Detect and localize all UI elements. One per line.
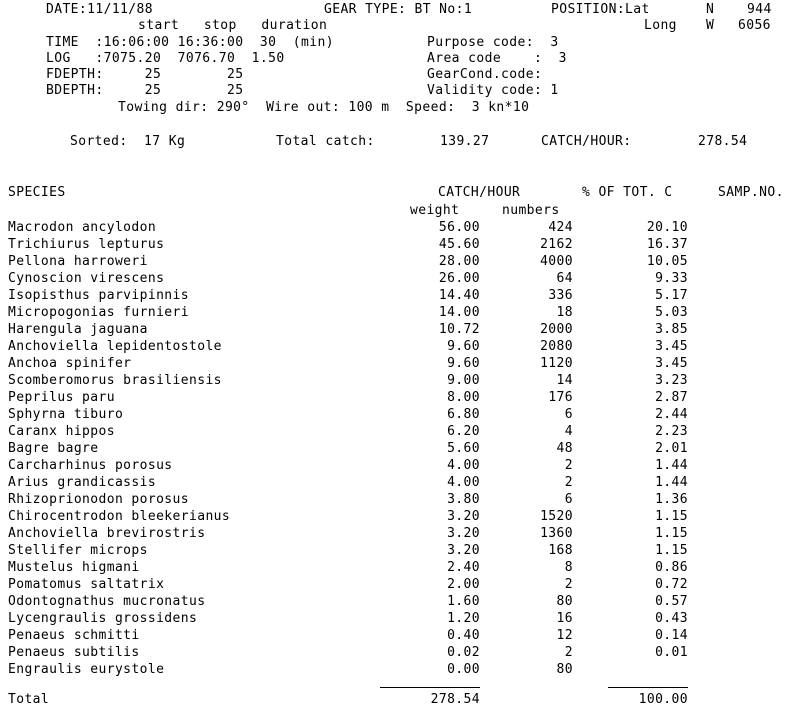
species-name: Arius grandicassis <box>8 475 157 490</box>
percent-of-total: 2.01 <box>655 441 688 456</box>
catch-numbers: 424 <box>548 220 573 235</box>
percent-of-total: 2.87 <box>655 390 688 405</box>
catch-weight: 10.72 <box>438 322 480 337</box>
catch-numbers: 18 <box>556 305 573 320</box>
total-catch-value: 139.27 <box>440 134 490 149</box>
catch-weight: 0.02 <box>447 645 480 660</box>
species-name: Macrodon ancylodon <box>8 220 157 235</box>
gear-type-label: GEAR TYPE: BT No:1 <box>324 2 473 17</box>
catch-weight: 2.40 <box>447 560 480 575</box>
percent-of-total: 3.23 <box>655 373 688 388</box>
weight-total-rule <box>380 687 480 688</box>
catch-weight: 9.60 <box>447 356 480 371</box>
catch-weight: 6.80 <box>447 407 480 422</box>
catch-weight: 8.00 <box>447 390 480 405</box>
percent-of-total: 3.45 <box>655 356 688 371</box>
percent-of-total: 0.01 <box>655 645 688 660</box>
latitude-value: 944 <box>747 2 772 17</box>
percent-of-total: 3.45 <box>655 339 688 354</box>
total-catch-label: Total catch: <box>276 134 375 149</box>
percent-of-total: 5.03 <box>655 305 688 320</box>
species-name: Penaeus schmitti <box>8 628 140 643</box>
percent-of-total: 16.37 <box>646 237 688 252</box>
catch-numbers: 64 <box>556 271 573 286</box>
catch-numbers: 16 <box>556 611 573 626</box>
position-label: POSITION:Lat <box>551 2 650 17</box>
catch-weight: 3.20 <box>447 526 480 541</box>
species-name: Rhizoprionodon porosus <box>8 492 189 507</box>
species-name: Lycengraulis grossidens <box>8 611 198 626</box>
species-name: Anchoviella lepidentostole <box>8 339 222 354</box>
species-name: Engraulis eurystole <box>8 662 165 677</box>
catch-numbers: 12 <box>556 628 573 643</box>
catch-weight: 45.60 <box>438 237 480 252</box>
catch-numbers: 2 <box>564 475 573 490</box>
catch-weight: 4.00 <box>447 458 480 473</box>
longitude-value: 6056 <box>738 18 771 33</box>
catch-weight: 3.80 <box>447 492 480 507</box>
total-weight: 278.54 <box>430 692 480 707</box>
catch-numbers: 6 <box>564 492 573 507</box>
percent-total-column-header: % OF TOT. C <box>582 185 673 200</box>
species-column-header: SPECIES <box>8 185 66 200</box>
species-name: Chirocentrodon bleekerianus <box>8 509 231 524</box>
catch-weight: 3.20 <box>447 509 480 524</box>
catch-numbers: 2 <box>564 458 573 473</box>
catch-weight: 6.20 <box>447 424 480 439</box>
percent-of-total: 10.05 <box>646 254 688 269</box>
percent-of-total: 9.33 <box>655 271 688 286</box>
percent-of-total: 0.86 <box>655 560 688 575</box>
catch-weight: 28.00 <box>438 254 480 269</box>
fdepth-row: FDEPTH: 25 25 <box>46 67 244 82</box>
weight-subheader: weight <box>410 203 460 218</box>
species-name: Caranx hippos <box>8 424 115 439</box>
latitude-direction: N <box>706 2 715 17</box>
catch-weight: 0.40 <box>447 628 480 643</box>
catch-numbers: 80 <box>556 662 573 677</box>
percent-of-total: 5.17 <box>655 288 688 303</box>
validity-code: Validity code: 1 <box>427 83 559 98</box>
catch-weight: 5.60 <box>447 441 480 456</box>
catch-numbers: 14 <box>556 373 573 388</box>
catch-hour-value: 278.54 <box>698 134 748 149</box>
percent-of-total: 1.15 <box>655 543 688 558</box>
species-name: Carcharhinus porosus <box>8 458 173 473</box>
sorted-weight: Sorted: 17 Kg <box>70 134 186 149</box>
percent-of-total: 2.44 <box>655 407 688 422</box>
catch-numbers: 176 <box>548 390 573 405</box>
catch-hour-label: CATCH/HOUR: <box>541 134 632 149</box>
species-name: Anchoviella brevirostris <box>8 526 206 541</box>
catch-weight: 0.00 <box>447 662 480 677</box>
catch-hour-column-header: CATCH/HOUR <box>438 185 521 200</box>
percent-of-total: 2.23 <box>655 424 688 439</box>
species-name: Odontognathus mucronatus <box>8 594 206 609</box>
longitude-label: Long <box>644 18 677 33</box>
species-name: Stellifer microps <box>8 543 148 558</box>
catch-weight: 2.00 <box>447 577 480 592</box>
catch-numbers: 2 <box>564 645 573 660</box>
species-name: Scomberomorus brasiliensis <box>8 373 222 388</box>
species-name: Harengula jaguana <box>8 322 148 337</box>
catch-numbers: 2000 <box>540 322 573 337</box>
time-columns-header: start stop duration <box>138 18 328 33</box>
catch-weight: 1.60 <box>447 594 480 609</box>
catch-numbers: 4000 <box>540 254 573 269</box>
catch-numbers: 1360 <box>540 526 573 541</box>
purpose-code: Purpose code: 3 <box>427 35 559 50</box>
species-name: Anchoa spinifer <box>8 356 132 371</box>
species-name: Sphyrna tiburo <box>8 407 124 422</box>
catch-weight: 1.20 <box>447 611 480 626</box>
species-name: Pomatomus saltatrix <box>8 577 165 592</box>
catch-weight: 3.20 <box>447 543 480 558</box>
percent-of-total: 3.85 <box>655 322 688 337</box>
date-label: DATE:11/11/88 <box>46 2 153 17</box>
species-name: Bagre bagre <box>8 441 99 456</box>
percent-total-rule <box>608 687 688 688</box>
percent-of-total: 0.14 <box>655 628 688 643</box>
percent-of-total: 0.57 <box>655 594 688 609</box>
catch-weight: 26.00 <box>438 271 480 286</box>
catch-numbers: 6 <box>564 407 573 422</box>
numbers-subheader: numbers <box>502 203 560 218</box>
catch-weight: 9.60 <box>447 339 480 354</box>
longitude-direction: W <box>706 18 715 33</box>
species-name: Peprilus paru <box>8 390 115 405</box>
percent-of-total: 0.43 <box>655 611 688 626</box>
species-name: Penaeus subtilis <box>8 645 140 660</box>
towing-info: Towing dir: 290° Wire out: 100 m Speed: 3 kn*10 <box>118 100 530 115</box>
percent-of-total: 1.36 <box>655 492 688 507</box>
species-name: Micropogonias furnieri <box>8 305 189 320</box>
time-row: TIME :16:06:00 16:36:00 30 (min) <box>46 35 334 50</box>
catch-numbers: 168 <box>548 543 573 558</box>
total-percent: 100.00 <box>638 692 688 707</box>
species-name: Isopisthus parvipinnis <box>8 288 189 303</box>
catch-numbers: 80 <box>556 594 573 609</box>
percent-of-total: 0.72 <box>655 577 688 592</box>
species-name: Cynoscion virescens <box>8 271 165 286</box>
total-label: Total <box>8 692 50 707</box>
species-name: Trichiurus lepturus <box>8 237 165 252</box>
catch-numbers: 336 <box>548 288 573 303</box>
log-row: LOG :7075.20 7076.70 1.50 <box>46 51 285 66</box>
species-name: Mustelus higmani <box>8 560 140 575</box>
catch-weight: 9.00 <box>447 373 480 388</box>
catch-numbers: 2 <box>564 577 573 592</box>
percent-of-total: 20.10 <box>646 220 688 235</box>
catch-numbers: 1520 <box>540 509 573 524</box>
sample-number-column-header: SAMP.NO. <box>718 185 784 200</box>
catch-weight: 4.00 <box>447 475 480 490</box>
catch-numbers: 2162 <box>540 237 573 252</box>
percent-of-total: 1.44 <box>655 458 688 473</box>
catch-numbers: 8 <box>564 560 573 575</box>
catch-weight: 56.00 <box>438 220 480 235</box>
species-name: Pellona harroweri <box>8 254 148 269</box>
bdepth-row: BDEPTH: 25 25 <box>46 83 244 98</box>
area-code: Area code : 3 <box>427 51 567 66</box>
catch-numbers: 48 <box>556 441 573 456</box>
percent-of-total: 1.15 <box>655 526 688 541</box>
percent-of-total: 1.15 <box>655 509 688 524</box>
catch-weight: 14.00 <box>438 305 480 320</box>
catch-weight: 14.40 <box>438 288 480 303</box>
gear-condition-code: GearCond.code: <box>427 67 543 82</box>
percent-of-total: 1.44 <box>655 475 688 490</box>
catch-numbers: 1120 <box>540 356 573 371</box>
catch-numbers: 4 <box>564 424 573 439</box>
catch-numbers: 2080 <box>540 339 573 354</box>
